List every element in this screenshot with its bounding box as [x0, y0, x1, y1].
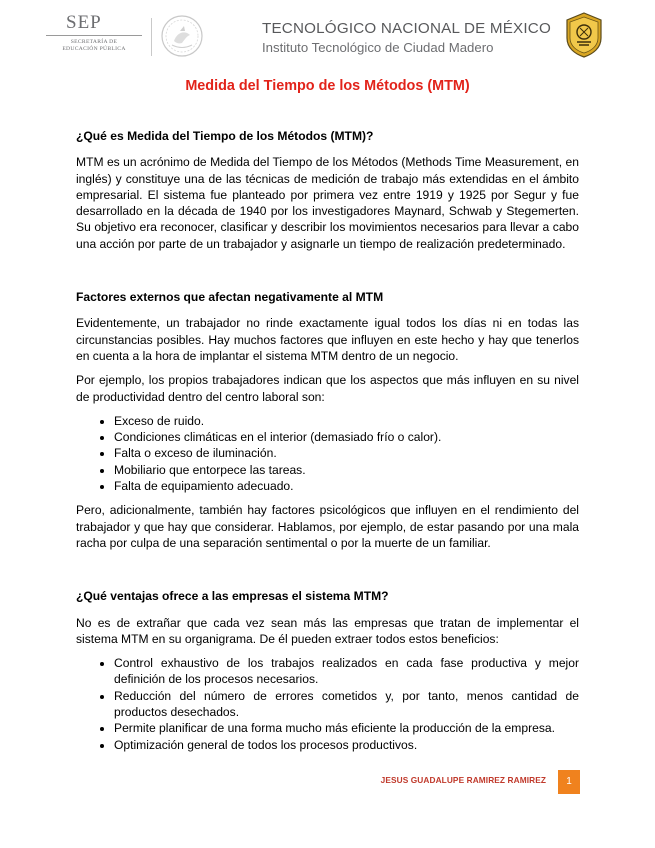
tec-emblem-icon	[565, 12, 603, 58]
document-body	[76, 116, 579, 761]
section-heading: Factores externos que afectan negativamente al MTM	[76, 290, 384, 305]
paragraph: Evidentemente, un trabajador no rinde exactamente igual todos los días ni en todas las circunstancias posibles. Hay muchos factores que influyen en este hecho y hay que tenerlos en cuenta a la hora de implantar el sistema MTM dentro de un negocio.	[76, 316, 579, 363]
list-item: • Falta o exceso de iluminación.	[114, 445, 579, 461]
author-name: JESUS GUADALUPE RAMIREZ RAMIREZ	[380, 775, 546, 785]
sep-wordmark: SEP	[66, 12, 102, 33]
paragraph: No es de extrañar que cada vez sean más las empresas que tratan de implementar el sistema MTM en su organigrama. De él pueden extraer todos estos beneficios:	[76, 615, 579, 646]
sep-logo	[46, 12, 146, 60]
section-heading: ¿Qué es Medida del Tiempo de los Métodos (MTM)?	[76, 129, 374, 143]
list-item: • Permite planificar de una forma mucho más eficiente la producción de la empresa.	[114, 720, 579, 736]
list-item: • Control exhaustivo de los trabajos realizados en cada fase productiva y mejor definición de los procesos necesarios.	[114, 655, 579, 688]
document-title: Medida del Tiempo de los Métodos (MTM)	[185, 78, 470, 94]
sep-logo-rule	[46, 35, 142, 36]
bullet-list	[76, 655, 579, 753]
page-footer	[360, 770, 580, 792]
list-item: • Condiciones climáticas en el interior (demasiado frío o calor).	[114, 429, 579, 445]
list-item: • Mobiliario que entorpece las tareas.	[114, 462, 579, 478]
page-header	[0, 0, 655, 72]
section-heading: ¿Qué ventajas ofrece a las empresas el sistema MTM?	[76, 589, 389, 604]
sep-subtitle	[46, 39, 142, 53]
campus-name: Instituto Tecnológico de Ciudad Madero	[262, 40, 494, 55]
paragraph: MTM es un acrónimo de Medida del Tiempo de los Métodos (Methods Time Measurement, en inglés) y constituye una de las técnicas de medición de trabajo más extendidas en el ámbito empresarial. El sistema fue planteado por primera vez entre 1919 y 1925 por Segur y fue desarrollado en la década de 1940 por los investigadores Maynard, Schwab y Stegemerten. Su objetivo era reconocer, clasificar y describir los movimientos necesarios para llevar a cabo una acción por parte de un trabajador y asignarle un tiempo de realización predeterminado.	[76, 155, 579, 251]
institution-name: TECNOLÓGICO NACIONAL DE MÉXICO	[262, 20, 551, 37]
bullet-list	[76, 413, 579, 494]
paragraph: Pero, adicionalmente, también hay factores psicológicos que influyen en el rendimiento del trabajador y que hay que considerar. Hablamos, por ejemplo, de estar pasando por una mala racha por culpa de una separación sentimental o por la muerte de un familiar.	[76, 503, 579, 550]
sep-subtitle-line2: EDUCACIÓN PÚBLICA	[62, 46, 126, 52]
header-divider	[151, 18, 152, 56]
page-number: 1	[558, 770, 580, 794]
list-item: • Exceso de ruido.	[114, 413, 579, 429]
list-item: • Reducción del número de errores cometidos y, por tanto, menos cantidad de productos desechados.	[114, 688, 579, 721]
sep-subtitle-line1: SECRETARÍA DE	[70, 39, 118, 45]
list-item: • Optimización general de todos los procesos productivos.	[114, 737, 579, 753]
paragraph: Por ejemplo, los propios trabajadores indican que los aspectos que más influyen en su nivel de productividad dentro del centro laboral son:	[76, 373, 579, 404]
list-item: • Falta de equipamiento adecuado.	[114, 478, 579, 494]
mexico-seal-icon	[160, 14, 204, 58]
